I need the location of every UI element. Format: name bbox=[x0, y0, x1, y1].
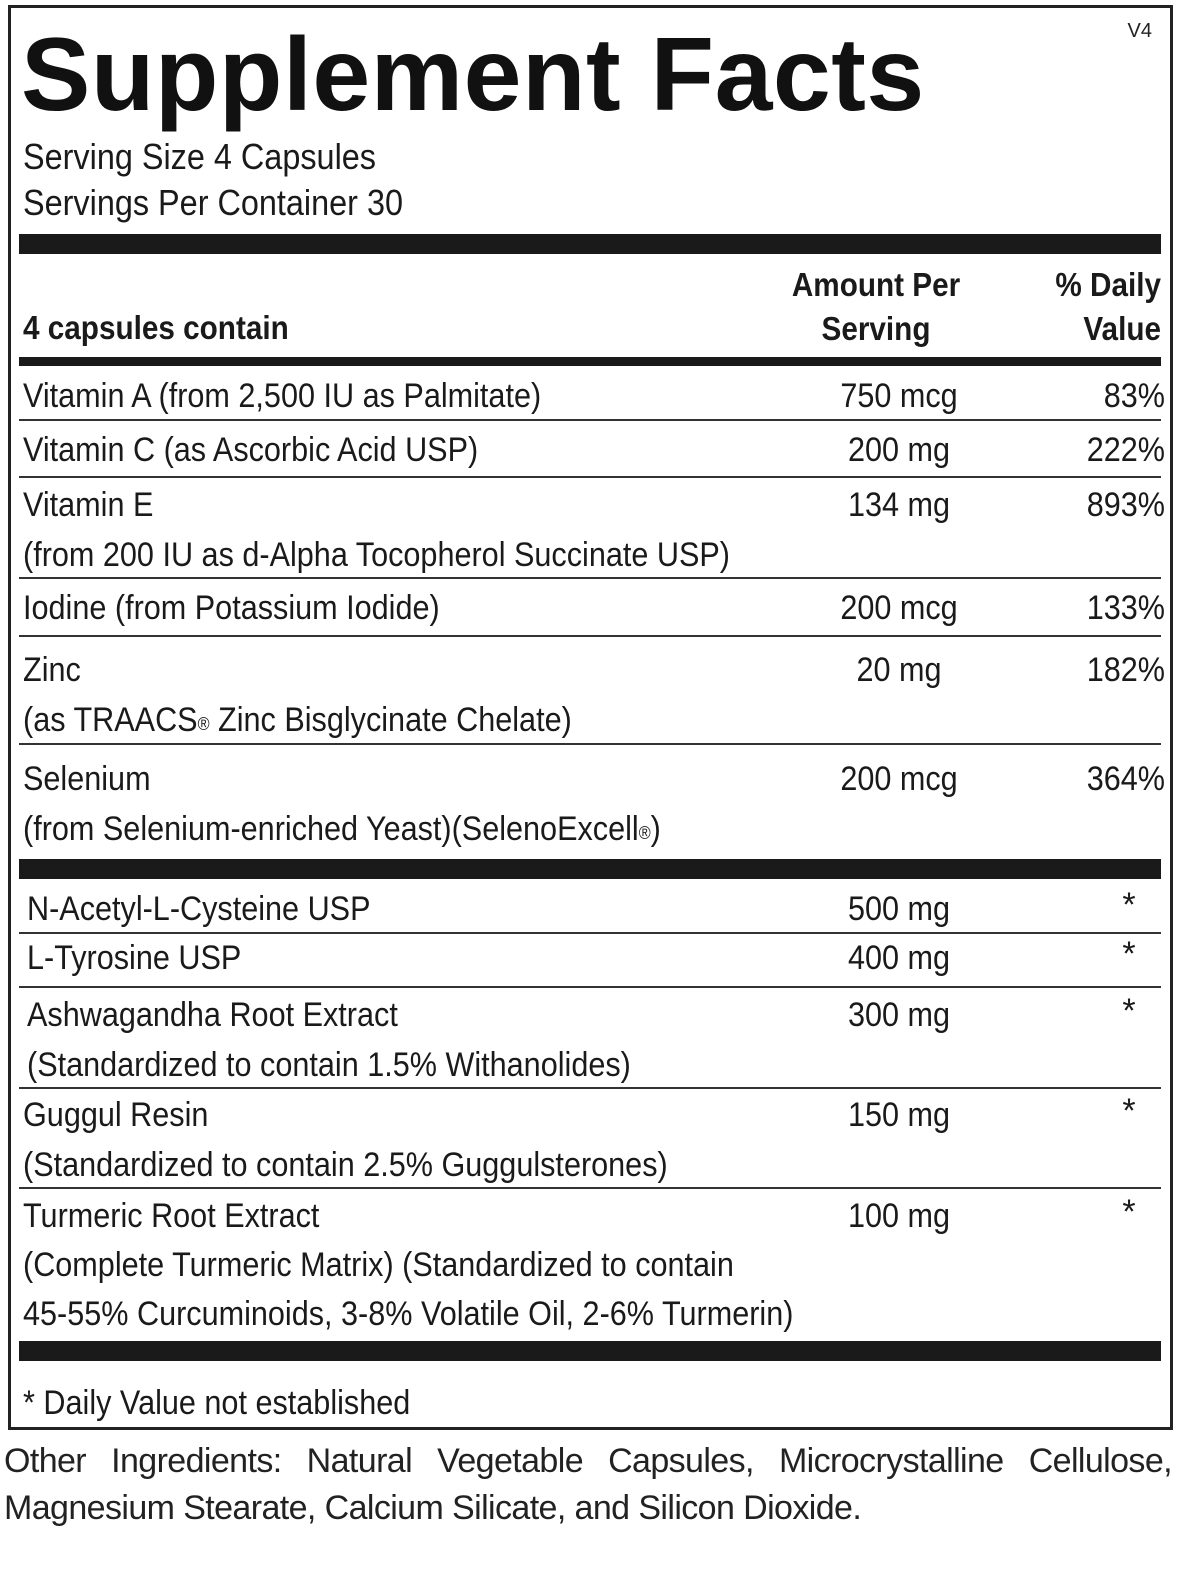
ingredient-name: Turmeric Root Extract bbox=[23, 1197, 320, 1235]
nutrient-daily-value: 364% bbox=[1086, 760, 1165, 798]
nutrient-daily-value: 182% bbox=[1086, 651, 1165, 689]
row-divider bbox=[19, 635, 1161, 637]
ingredient-daily-value: * bbox=[1122, 1092, 1136, 1130]
nutrient-name: Zinc bbox=[23, 651, 81, 689]
ingredient-amount: 100 mg bbox=[847, 1197, 951, 1235]
source-text: Zinc Bisglycinate Chelate) bbox=[209, 701, 572, 739]
ingredient-standardization: (Standardized to contain 2.5% Guggulsterones) bbox=[23, 1146, 668, 1184]
source-text: ) bbox=[650, 810, 661, 848]
row-divider bbox=[19, 577, 1161, 579]
serving-size: Serving Size 4 Capsules bbox=[23, 136, 376, 177]
divider-medium bbox=[19, 357, 1161, 366]
nutrient-amount: 134 mg bbox=[847, 486, 951, 524]
supplement-facts-panel bbox=[8, 5, 1173, 1430]
row-divider bbox=[19, 1087, 1161, 1089]
row-divider bbox=[19, 476, 1161, 478]
nutrient-daily-value: 83% bbox=[1103, 377, 1165, 415]
other-ingredients-line1: Other Ingredients: Natural Vegetable Capsules, Microcrystalline Cellulose, bbox=[4, 1442, 1172, 1480]
header-daily-value bbox=[1026, 263, 1161, 351]
nutrient-amount: 200 mcg bbox=[840, 589, 958, 627]
servings-per-container: Servings Per Container 30 bbox=[23, 182, 404, 223]
nutrient-daily-value: 133% bbox=[1086, 589, 1165, 627]
nutrient-daily-value: 222% bbox=[1086, 431, 1165, 469]
daily-value-footnote: * Daily Value not established bbox=[23, 1384, 411, 1422]
divider-thick bbox=[19, 859, 1161, 879]
ingredient-daily-value: * bbox=[1122, 886, 1136, 924]
ingredient-daily-value: * bbox=[1122, 1193, 1136, 1231]
ingredient-amount: 500 mg bbox=[847, 890, 951, 928]
row-divider bbox=[19, 743, 1161, 745]
divider-thick bbox=[19, 234, 1161, 254]
ingredient-standardization: 45-55% Curcuminoids, 3-8% Volatile Oil, 2-6% Turmerin) bbox=[23, 1295, 794, 1333]
nutrient-name: Vitamin E bbox=[23, 486, 154, 524]
nutrient-amount: 750 mcg bbox=[840, 377, 958, 415]
source-text: (as TRAACS bbox=[23, 701, 198, 739]
divider-thick bbox=[19, 1341, 1161, 1361]
ingredient-name: N-Acetyl-L-Cysteine USP bbox=[27, 890, 371, 928]
row-divider bbox=[19, 1187, 1161, 1189]
ingredient-daily-value: * bbox=[1122, 992, 1136, 1030]
header-amount bbox=[768, 263, 984, 351]
panel-title: Supplement Facts bbox=[21, 17, 925, 133]
other-ingredients-line2: Magnesium Stearate, Calcium Silicate, and Silicon Dioxide. bbox=[4, 1489, 862, 1527]
ingredient-name: L-Tyrosine USP bbox=[27, 939, 242, 977]
nutrient-name: Vitamin A (from 2,500 IU as Palmitate) bbox=[23, 377, 542, 415]
nutrient-source: (from 200 IU as d-Alpha Tocopherol Succinate USP) bbox=[23, 536, 730, 574]
row-divider bbox=[19, 986, 1161, 988]
other-ingredients bbox=[4, 1438, 1172, 1532]
nutrient-name: Vitamin C (as Ascorbic Acid USP) bbox=[23, 431, 479, 469]
registered-mark: ® bbox=[197, 714, 210, 734]
header-dv-line1: % Daily bbox=[1055, 266, 1161, 303]
ingredient-amount: 300 mg bbox=[847, 996, 951, 1034]
registered-mark: ® bbox=[638, 823, 651, 843]
ingredient-standardization: (Standardized to contain 1.5% Withanolides) bbox=[27, 1046, 631, 1084]
ingredient-amount: 150 mg bbox=[847, 1096, 951, 1134]
version-code: V4 bbox=[1127, 20, 1152, 42]
nutrient-source bbox=[23, 805, 661, 853]
nutrient-daily-value: 893% bbox=[1086, 486, 1165, 524]
ingredient-name: Ashwagandha Root Extract bbox=[27, 996, 398, 1034]
ingredient-daily-value: * bbox=[1122, 935, 1136, 973]
nutrient-source bbox=[23, 696, 572, 744]
header-amount-line2: Serving bbox=[821, 310, 931, 347]
nutrient-name: Iodine (from Potassium Iodide) bbox=[23, 589, 440, 627]
ingredient-description: (Complete Turmeric Matrix) (Standardized to contain bbox=[23, 1246, 734, 1284]
header-dv-line2: Value bbox=[1083, 310, 1161, 347]
nutrient-amount: 200 mg bbox=[847, 431, 951, 469]
nutrient-amount: 20 mg bbox=[856, 651, 942, 689]
nutrient-name: Selenium bbox=[23, 760, 151, 798]
ingredient-amount: 400 mg bbox=[847, 939, 951, 977]
nutrient-amount: 200 mcg bbox=[840, 760, 958, 798]
row-divider bbox=[19, 419, 1161, 421]
source-text: (from Selenium-enriched Yeast)(SelenoExcell bbox=[23, 810, 639, 848]
header-contains: 4 capsules contain bbox=[23, 309, 289, 346]
header-amount-line1: Amount Per bbox=[791, 266, 961, 303]
ingredient-name: Guggul Resin bbox=[23, 1096, 209, 1134]
